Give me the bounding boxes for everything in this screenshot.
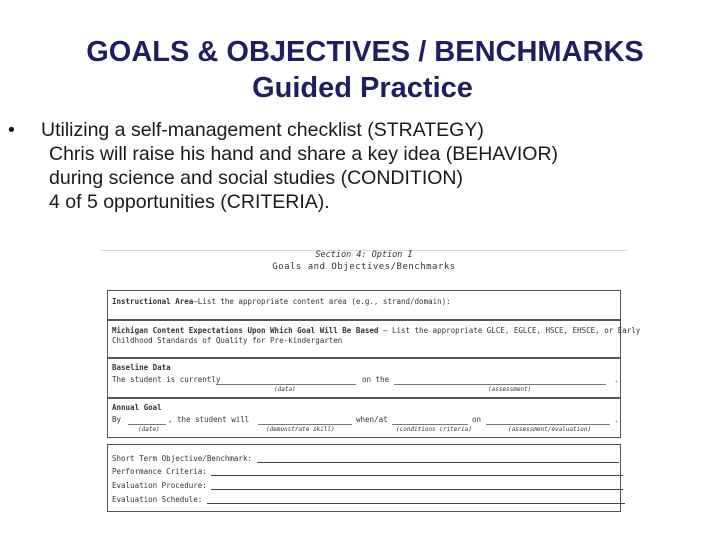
annual-criteria-rule xyxy=(392,424,468,425)
title-line-2: Guided Practice xyxy=(252,72,473,104)
michigan-text: – List the appropriate GLCE, EGLCE, HSCE, EHSCE, or Early xyxy=(378,326,641,335)
annual-hint-criteria: (conditions criteria) xyxy=(396,426,472,433)
bullet-line-2: Chris will raise his hand and share a key idea (BEHAVIOR) xyxy=(49,143,559,165)
schedule-row-rule xyxy=(207,502,625,504)
criteria-row-label: Performance Criteria: xyxy=(112,467,207,476)
annual-goal-when-at: when/at xyxy=(356,415,388,424)
baseline-middle: on the xyxy=(362,375,390,384)
annual-hint-skill: (demonstrate skill) xyxy=(266,426,335,433)
criteria-row-rule xyxy=(211,474,623,476)
iep-form-image xyxy=(101,250,641,518)
annual-date-rule xyxy=(128,424,166,425)
title-line-1: GOALS & OBJECTIVES / BENCHMARKS xyxy=(86,36,644,68)
procedure-row-rule xyxy=(211,488,623,490)
form-section-title: Section 4: Option I xyxy=(315,250,413,260)
michigan-line-2: Childhood Standards of Quality for Pre-kindergarten xyxy=(112,336,343,345)
annual-hint-assessment: (assessment/evaluation) xyxy=(508,426,592,433)
bullet-text xyxy=(41,118,558,214)
annual-goal-by: By xyxy=(112,415,122,424)
annual-goal-end: . xyxy=(614,415,619,424)
annual-assessment-rule xyxy=(486,424,610,425)
bullet-line-3: during science and social studies (CONDITION) xyxy=(49,167,463,189)
slide-title xyxy=(0,34,720,106)
form-section-subtitle: Goals and Objectives/Benchmarks xyxy=(272,262,456,272)
instructional-area-label: Instructional Area xyxy=(112,297,194,306)
annual-goal-on: on xyxy=(472,415,482,424)
baseline-hint-data: (data) xyxy=(274,386,296,393)
baseline-prefix: The student is currently xyxy=(112,375,221,384)
baseline-end: . xyxy=(614,375,619,384)
baseline-label: Baseline Data xyxy=(112,363,171,372)
annual-goal-box xyxy=(107,398,621,438)
procedure-row-label: Evaluation Procedure: xyxy=(112,481,207,490)
baseline-data-box xyxy=(107,358,621,398)
annual-hint-date: (date) xyxy=(138,426,160,433)
instructional-area-text: —List the appropriate content area (e.g., strand/domain): xyxy=(193,297,451,306)
annual-goal-label: Annual Goal xyxy=(112,403,162,412)
michigan-content-box xyxy=(107,320,641,358)
michigan-label: Michigan Content Expectations Upon Which Goal Will Be Based xyxy=(112,326,379,335)
objective-row-label: Short Term Objective/Benchmark: xyxy=(112,454,252,463)
objective-row-rule xyxy=(257,461,619,463)
short-term-objective-box xyxy=(107,444,621,512)
schedule-row-label: Evaluation Schedule: xyxy=(112,495,203,504)
annual-goal-student-will: , the student will xyxy=(168,415,250,424)
bullet-marker: • xyxy=(8,119,15,141)
bullet-line-1: Utilizing a self-management checklist (STRATEGY) xyxy=(41,119,484,141)
instructional-area-box xyxy=(107,290,621,320)
bullet-line-4: 4 of 5 opportunities (CRITERIA). xyxy=(49,191,330,213)
annual-skill-rule xyxy=(258,424,352,425)
baseline-hint-assessment: (assessment) xyxy=(488,386,532,393)
baseline-data-rule xyxy=(216,384,356,385)
baseline-assessment-rule xyxy=(394,384,606,385)
